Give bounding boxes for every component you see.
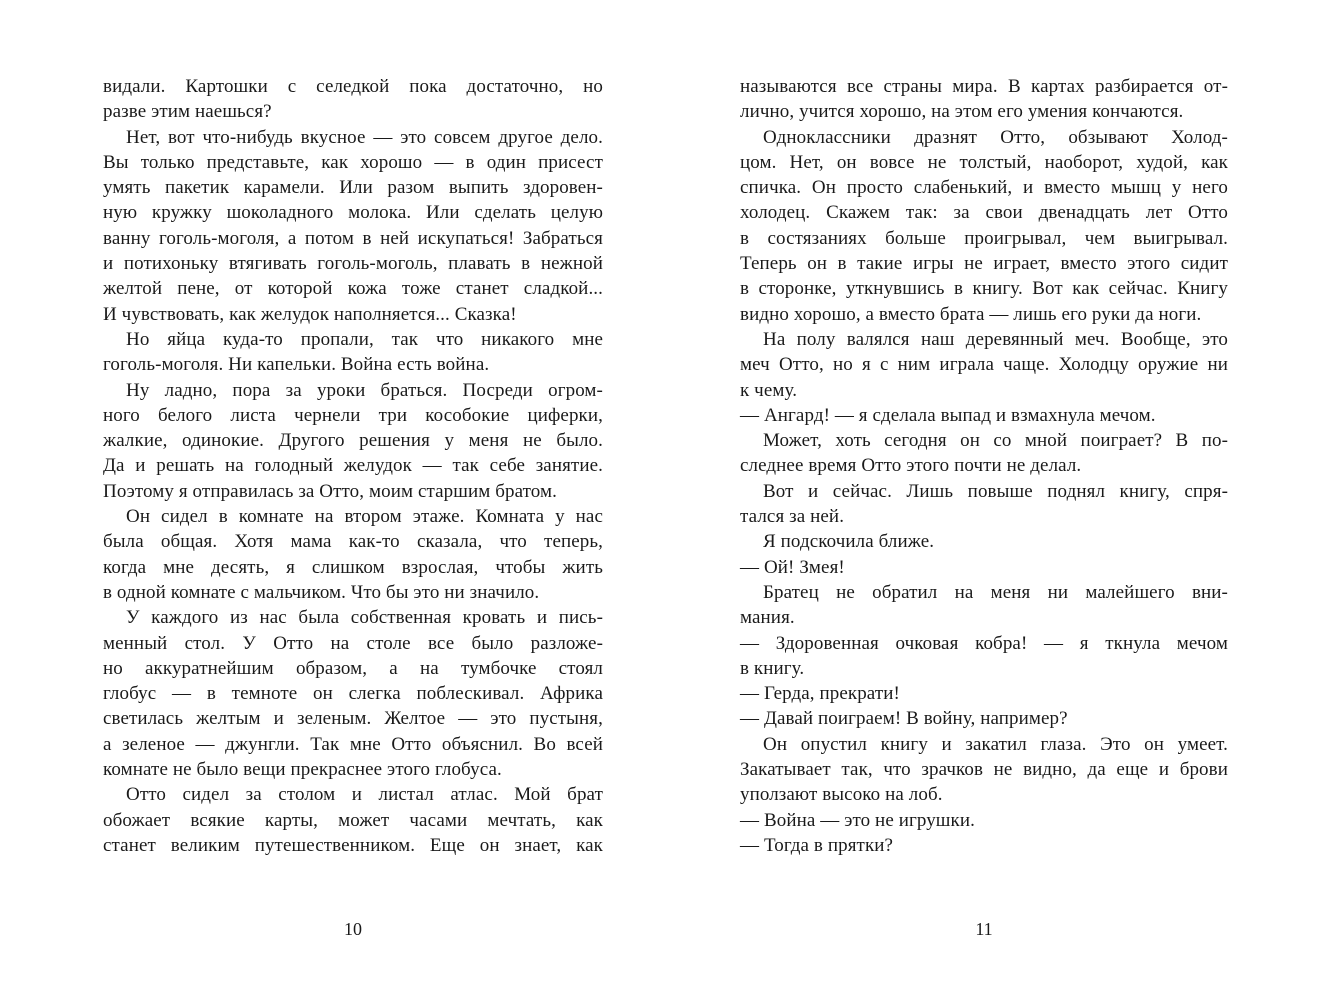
text-line: Я подскочила ближе. <box>763 531 935 553</box>
text-line: а зеленое — джунгли. Так мне Отто объяснил. Во всей <box>103 733 603 755</box>
text-line: видно хорошо, а вместо брата — лишь его руки да ноги. <box>740 303 1202 325</box>
text-line: — Герда, прекрати! <box>740 683 900 705</box>
text-line: светилась желтым и зеленым. Желтое — это пустыня, <box>103 708 603 730</box>
text-line: глобус — в темноте он слегка поблескивал. Африка <box>103 683 603 705</box>
text-line: спичка. Он просто слабенький, и вместо мышц у него <box>740 177 1228 199</box>
text-line: меч Отто, но я с ним играла чаще. Холодцу оружие ни <box>740 354 1228 376</box>
text-line: И чувствовать, как желудок наполняется... Сказка! <box>103 303 517 325</box>
page-right <box>740 74 1228 954</box>
text-line: когда мне десять, я слишком взрослая, чтобы жить <box>103 556 603 578</box>
text-line: Ну ладно, пора за уроки браться. Посреди огром- <box>126 379 603 401</box>
page-left-text <box>103 74 603 858</box>
text-line: Он опустил книгу и закатил глаза. Это он умеет. <box>763 733 1228 755</box>
text-line: — Тогда в прятки? <box>740 834 894 856</box>
text-line: — Давай поиграем! В войну, например? <box>740 708 1068 730</box>
text-line: Может, хоть сегодня он со мной поиграет? В по- <box>763 430 1228 452</box>
text-line: желтой пене, от которой кожа тоже станет сладкой... <box>103 278 603 300</box>
text-line: обожает всякие карты, может часами мечтать, как <box>103 809 603 831</box>
text-line: мания. <box>740 607 795 629</box>
text-line: ванну гоголь-моголя, а потом в ней искупаться! Забраться <box>103 227 603 249</box>
text-line: ную кружку шоколадного молока. Или сделать целую <box>103 202 603 224</box>
text-line: цом. Нет, он вовсе не толстый, наоборот, худой, как <box>740 151 1228 173</box>
text-line: Нет, вот что-нибудь вкусное — это совсем другое дело. <box>126 126 603 148</box>
text-line: жалкие, одинокие. Другого решения у меня не было. <box>103 430 603 452</box>
text-line: лично, учится хорошо, на этом его умения кончаются. <box>740 101 1184 123</box>
text-line: — Война — это не игрушки. <box>740 809 975 831</box>
text-line: Он сидел в комнате на втором этаже. Комната у нас <box>126 506 603 528</box>
page-left-number: 10 <box>344 919 362 939</box>
text-line: разве этим наешься? <box>103 101 272 123</box>
text-line: в одной комнате с мальчиком. Что бы это ни значило. <box>103 581 540 603</box>
text-line: была общая. Хотя мама как-то сказала, что теперь, <box>103 531 603 553</box>
text-line: — Ангард! — я сделала выпад и взмахнула мечом. <box>740 404 1156 426</box>
text-line: видали. Картошки с селедкой пока достаточно, но <box>103 76 603 97</box>
text-line: Теперь он в такие игры не играет, вместо этого сидит <box>740 253 1228 275</box>
text-line: Братец не обратил на меня ни малейшего вни- <box>763 581 1228 603</box>
text-line: Отто сидел за столом и листал атлас. Мой брат <box>126 784 603 806</box>
text-line: уползают высоко на лоб. <box>740 784 943 806</box>
text-line: — Здоровенная очковая кобра! — я ткнула мечом <box>740 632 1228 654</box>
text-line: холодец. Скажем так: за свои двенадцать лет Отто <box>740 202 1228 224</box>
text-line: Одноклассники дразнят Отто, обзывают Холод- <box>763 126 1228 148</box>
page-right-text <box>740 74 1228 858</box>
text-line: ного белого листа чернели три кособокие циферки, <box>103 404 603 426</box>
page-right-number: 11 <box>975 919 993 939</box>
text-line: Да и решать на голодный желудок — так себе занятие. <box>103 455 603 477</box>
text-line: в сторонке, уткнувшись в книгу. Вот как сейчас. Книгу <box>740 278 1228 300</box>
text-line: и потихоньку втягивать гоголь-моголь, плавать в нежной <box>103 253 603 275</box>
text-line: станет великим путешественником. Еще он знает, как <box>103 834 603 856</box>
text-line: к чему. <box>740 379 798 401</box>
text-line: Поэтому я отправилась за Отто, моим старшим братом. <box>103 480 557 502</box>
page-left <box>103 74 603 954</box>
text-line: но аккуратнейшим образом, а на тумбочке стоял <box>103 657 603 679</box>
text-line: Но яйца куда-то пропали, так что никакого мне <box>126 328 603 350</box>
text-line: в состязаниях больше проигрывал, чем выигрывал. <box>740 227 1228 249</box>
text-line: называются все страны мира. В картах разбирается от- <box>740 76 1228 97</box>
text-line: менный стол. У Отто на столе все было разложе- <box>103 632 603 654</box>
text-line: На полу валялся наш деревянный меч. Вообще, это <box>763 328 1228 350</box>
text-line: следнее время Отто этого почти не делал. <box>740 455 1082 477</box>
text-line: — Ой! Змея! <box>740 556 845 578</box>
text-line: Вот и сейчас. Лишь повыше поднял книгу, спря- <box>763 480 1228 502</box>
text-line: тался за ней. <box>740 506 845 528</box>
text-line: умять пакетик карамели. Или разом выпить здоровен- <box>103 177 603 199</box>
text-line: Вы только представьте, как хорошо — в один присест <box>103 151 603 173</box>
text-line: в книгу. <box>740 657 805 679</box>
text-line: комнате не было вещи прекраснее этого глобуса. <box>103 759 502 781</box>
text-line: гоголь-моголя. Ни капельки. Война есть война. <box>103 354 490 376</box>
text-line: У каждого из нас была собственная кровать и пись- <box>126 607 603 629</box>
text-line: Закатывает так, что зрачков не видно, да еще и брови <box>740 759 1228 781</box>
